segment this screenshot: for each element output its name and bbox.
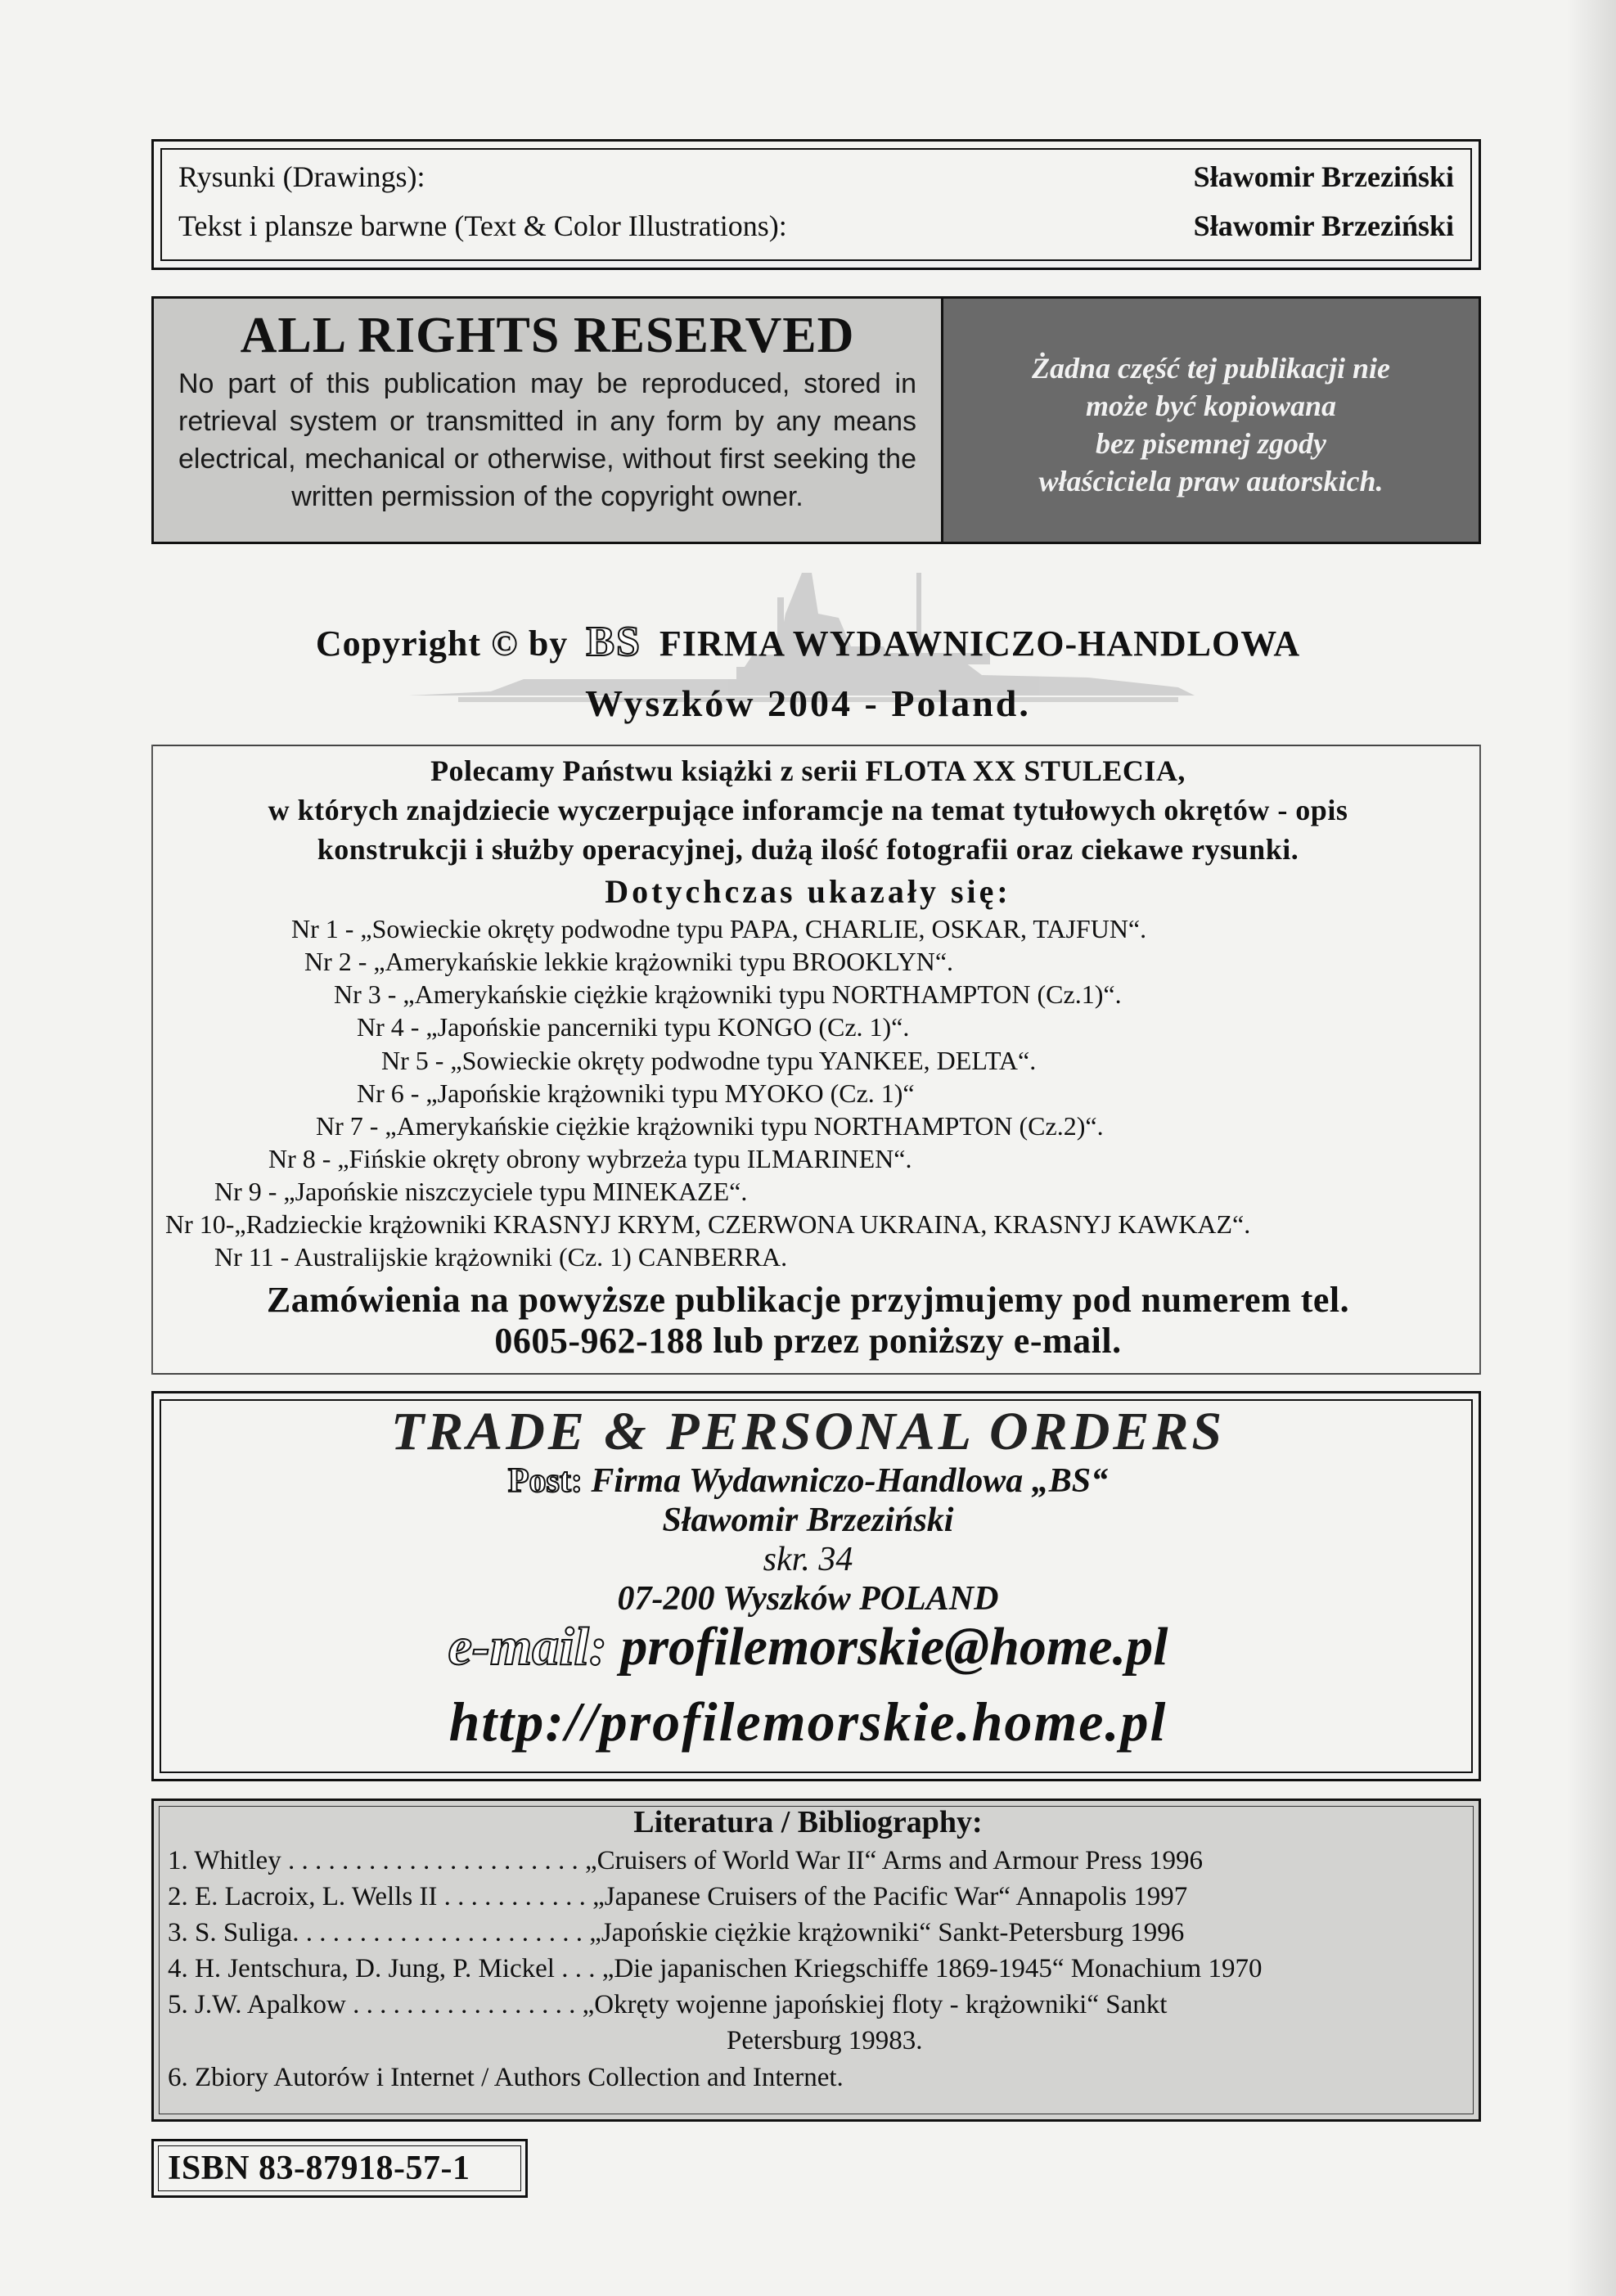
series-top-rule <box>153 745 1479 746</box>
orders-title: TRADE & PERSONAL ORDERS <box>390 1402 1226 1461</box>
series-bottom-rule <box>153 1373 1479 1375</box>
bibliography-item: 5. J.W. Apalkow . . . . . . . . . . . . . . . . . „Okręty wojenne japońskiej floty - krążowniki“ Sankt <box>168 1990 1168 2019</box>
series-intro-line: Polecamy Państwu książki z serii FLOTA XX STULECIA, <box>430 754 1186 787</box>
series-intro-line: w których znajdziecie wyczerpujące inforamcje na temat tytułowych okrętów - opis <box>268 794 1348 826</box>
isbn-number: ISBN 83-87918-57-1 <box>168 2150 470 2187</box>
rights-text: No part of this publication may be reproduced, stored in retrieval system or transmitted in any form by any means electrical, mechanical or otherwise, without first seeking the written permission of the copyright owner. <box>178 368 916 512</box>
bibliography-item: 3. S. Suliga. . . . . . . . . . . . . . . . . . . . . . „Japońskie ciężkie krążowniki“ Sankt-Petersburg 1996 <box>168 1918 1185 1947</box>
literature-title: Literatura / Bibliography: <box>633 1805 983 1839</box>
bibliography-item-continuation: Petersburg 19983. <box>727 2026 923 2055</box>
credit-label-text: Tekst i plansze barwne (Text & Color Illustrations): <box>178 209 787 242</box>
isbn-box <box>151 2139 528 2198</box>
copyright-firm: FIRMA WYDAWNICZO-HANDLOWA <box>659 624 1301 664</box>
order-phone-line: Zamówienia na powyższe publikacje przyjmujemy pod numerem tel. <box>266 1280 1350 1320</box>
credit-value-text: Sławomir Brzeziński <box>1193 209 1454 242</box>
book-item: Nr 10-„Radzieckie krążowniki KRASNYJ KRYM, CZERWONA UKRAINA, KRASNYJ KAWKAZ“. <box>165 1209 1251 1239</box>
email-label: e-mail: <box>448 1617 607 1677</box>
order-email-line: 0605-962-188 lub przez poniższy e-mail. <box>494 1321 1122 1361</box>
book-item: Nr 8 - „Fińskie okręty obrony wybrzeża typu ILMARINEN“. <box>268 1144 912 1173</box>
orders-email-line <box>0 1616 1616 1678</box>
address-name: Sławomir Brzeziński <box>662 1501 954 1539</box>
book-item: Nr 4 - „Japońskie pancerniki typu KONGO (Cz. 1)“. <box>357 1012 910 1042</box>
rights-title: ALL RIGHTS RESERVED <box>240 308 855 363</box>
orders-post-line <box>0 1461 1616 1501</box>
book-item: Nr 11 - Australijskie krążowniki (Cz. 1) CANBERRA. <box>214 1242 788 1272</box>
book-item: Nr 6 - „Japońskie krążowniki typu MYOKO (Cz. 1)“ <box>357 1078 915 1108</box>
credits-box <box>151 139 1481 270</box>
book-item: Nr 7 - „Amerykańskie ciężkie krążowniki typu NORTHAMPTON (Cz.2)“. <box>316 1111 1104 1141</box>
bibliography-item: 1. Whitley . . . . . . . . . . . . . . . . . . . . . . „Cruisers of World War II“ Arms and Armour Press 1996 <box>168 1846 1204 1875</box>
post-label: Post: <box>507 1462 583 1500</box>
copyright-place: Wyszków 2004 - Poland. <box>585 682 1031 724</box>
address-city: 07-200 Wyszków POLAND <box>617 1580 999 1618</box>
series-intro <box>0 751 1616 869</box>
bs-logo: BS <box>586 619 641 665</box>
website-link[interactable]: http://profilemorskie.home.pl <box>448 1690 1168 1753</box>
email-address[interactable]: profilemorskie@home.pl <box>620 1617 1168 1677</box>
rights-polish-line: Żadna część tej publikacji nie <box>1032 352 1390 385</box>
copyright-prefix: Copyright © by <box>315 624 569 664</box>
rights-reserved-box <box>151 296 943 544</box>
book-item: Nr 1 - „Sowieckie okręty podwodne typu PAPA, CHARLIE, OSKAR, TAJFUN“. <box>291 914 1147 943</box>
bibliography-item: 2. E. Lacroix, L. Wells II . . . . . . . . . . . „Japanese Cruisers of the Pacific War“ Annapolis 1997 <box>168 1882 1188 1911</box>
rights-polish-line: bez pisemnej zgody <box>1096 427 1326 460</box>
address-box-number: skr. 34 <box>763 1541 853 1578</box>
rights-polish-line: właściciela praw autorskich. <box>1038 465 1384 497</box>
bibliography-item: 6. Zbiory Autorów i Internet / Authors Collection and Internet. <box>168 2063 844 2092</box>
credit-row-drawings <box>178 160 1454 209</box>
page-edge-shadow <box>1567 0 1616 2296</box>
series-intro-line: konstrukcji i służby operacyjnej, dużą ilość fotografii oraz ciekawe rysunki. <box>317 833 1299 866</box>
book-item: Nr 9 - „Japońskie niszczyciele typu MINEKAZE“. <box>214 1177 748 1206</box>
book-item: Nr 3 - „Amerykańskie ciężkie krążowniki typu NORTHAMPTON (Cz.1)“. <box>334 979 1122 1009</box>
book-item: Nr 5 - „Sowieckie okręty podwodne typu YANKEE, DELTA“. <box>381 1046 1037 1075</box>
copyright-line <box>0 618 1616 666</box>
address-firm: Firma Wydawniczo-Handlowa „BS“ <box>591 1462 1109 1500</box>
rights-polish-box <box>943 296 1481 544</box>
rights-polish-line: może być kopiowana <box>1086 389 1336 422</box>
credit-row-text <box>178 209 1454 258</box>
credit-value-drawings: Sławomir Brzeziński <box>1193 160 1454 193</box>
series-heading: Dotychczas ukazały się: <box>605 873 1011 910</box>
bibliography-item: 4. H. Jentschura, D. Jung, P. Mickel . . . „Die japanischen Kriegschiffe 1869-1945“ Monachium 1970 <box>168 1954 1263 1983</box>
credits-inner-frame <box>160 148 1472 261</box>
credit-label-drawings: Rysunki (Drawings): <box>178 160 425 193</box>
book-item: Nr 2 - „Amerykańskie lekkie krążowniki typu BROOKLYN“. <box>304 947 954 976</box>
